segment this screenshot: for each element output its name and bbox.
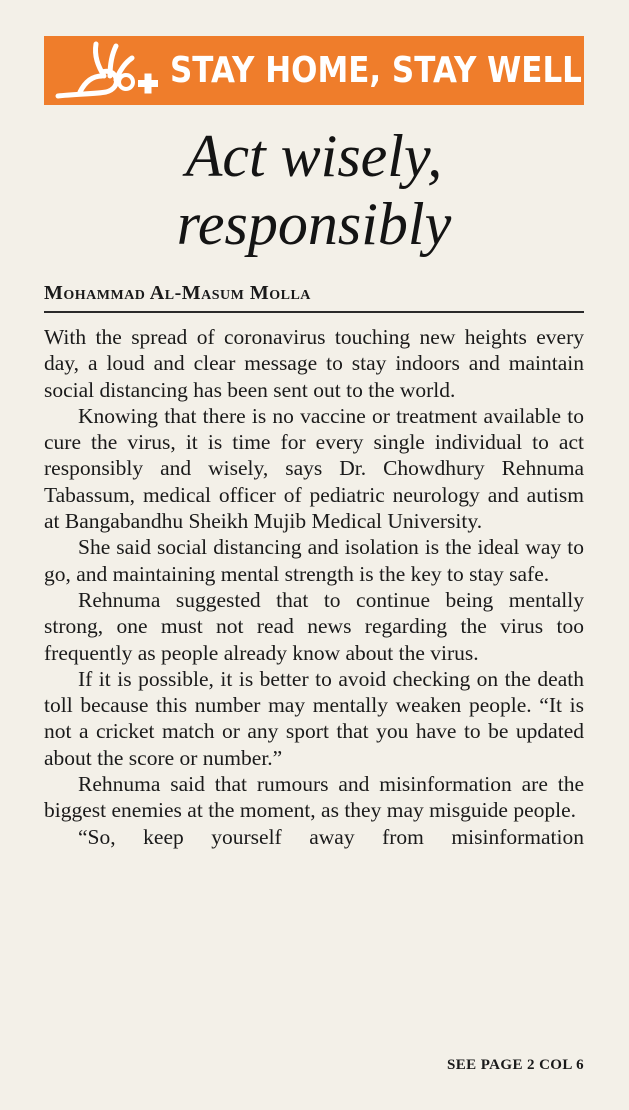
byline: Mohammad Al-Masum Molla (44, 282, 311, 304)
paragraph-5: If it is possible, it is better to avoid checking on the death toll because this number may mentally weaken people. “It is not a cricket match or any sport that you have to be updated about the score or number.” (44, 666, 584, 770)
paragraph-4: Rehnuma suggested that to continue being mentally strong, one must not read news regarding the virus too frequently as people already know about the virus. (44, 587, 584, 665)
headline-line-1: Act wisely, (185, 123, 443, 189)
paragraph-7: “So, keep yourself away from misinformation (78, 824, 584, 849)
paragraph-1: With the spread of coronavirus touching new heights every day, a loud and clear message to stay indoors and maintain social distancing has been sent out to the world. (44, 325, 584, 402)
banner-title: STAY HOME, STAY WELL (170, 50, 582, 91)
headline (44, 122, 584, 258)
paragraph-3: She said social distancing and isolation is the ideal way to go, and maintaining mental strength is the key to stay safe. (44, 535, 584, 586)
headline-line-2: responsibly (176, 191, 452, 257)
hand-plus-icon (44, 36, 162, 105)
continuation-note: SEE PAGE 2 COL 6 (447, 1057, 584, 1073)
paragraph-2: Knowing that there is no vaccine or treatment available to cure the virus, it is time for every single individual to act responsibly and wisely, says Dr. Chowdhury Rehnuma Tabassum, medical officer of pediatric neurology and autism at Bangabandhu Sheikh Mujib Medical University. (44, 403, 584, 534)
byline-divider (44, 311, 584, 313)
section-banner (44, 36, 584, 105)
paragraph-6: Rehnuma said that rumours and misinformation are the biggest enemies at the moment, as they may misguide people. (44, 772, 584, 823)
article-body (44, 324, 584, 850)
